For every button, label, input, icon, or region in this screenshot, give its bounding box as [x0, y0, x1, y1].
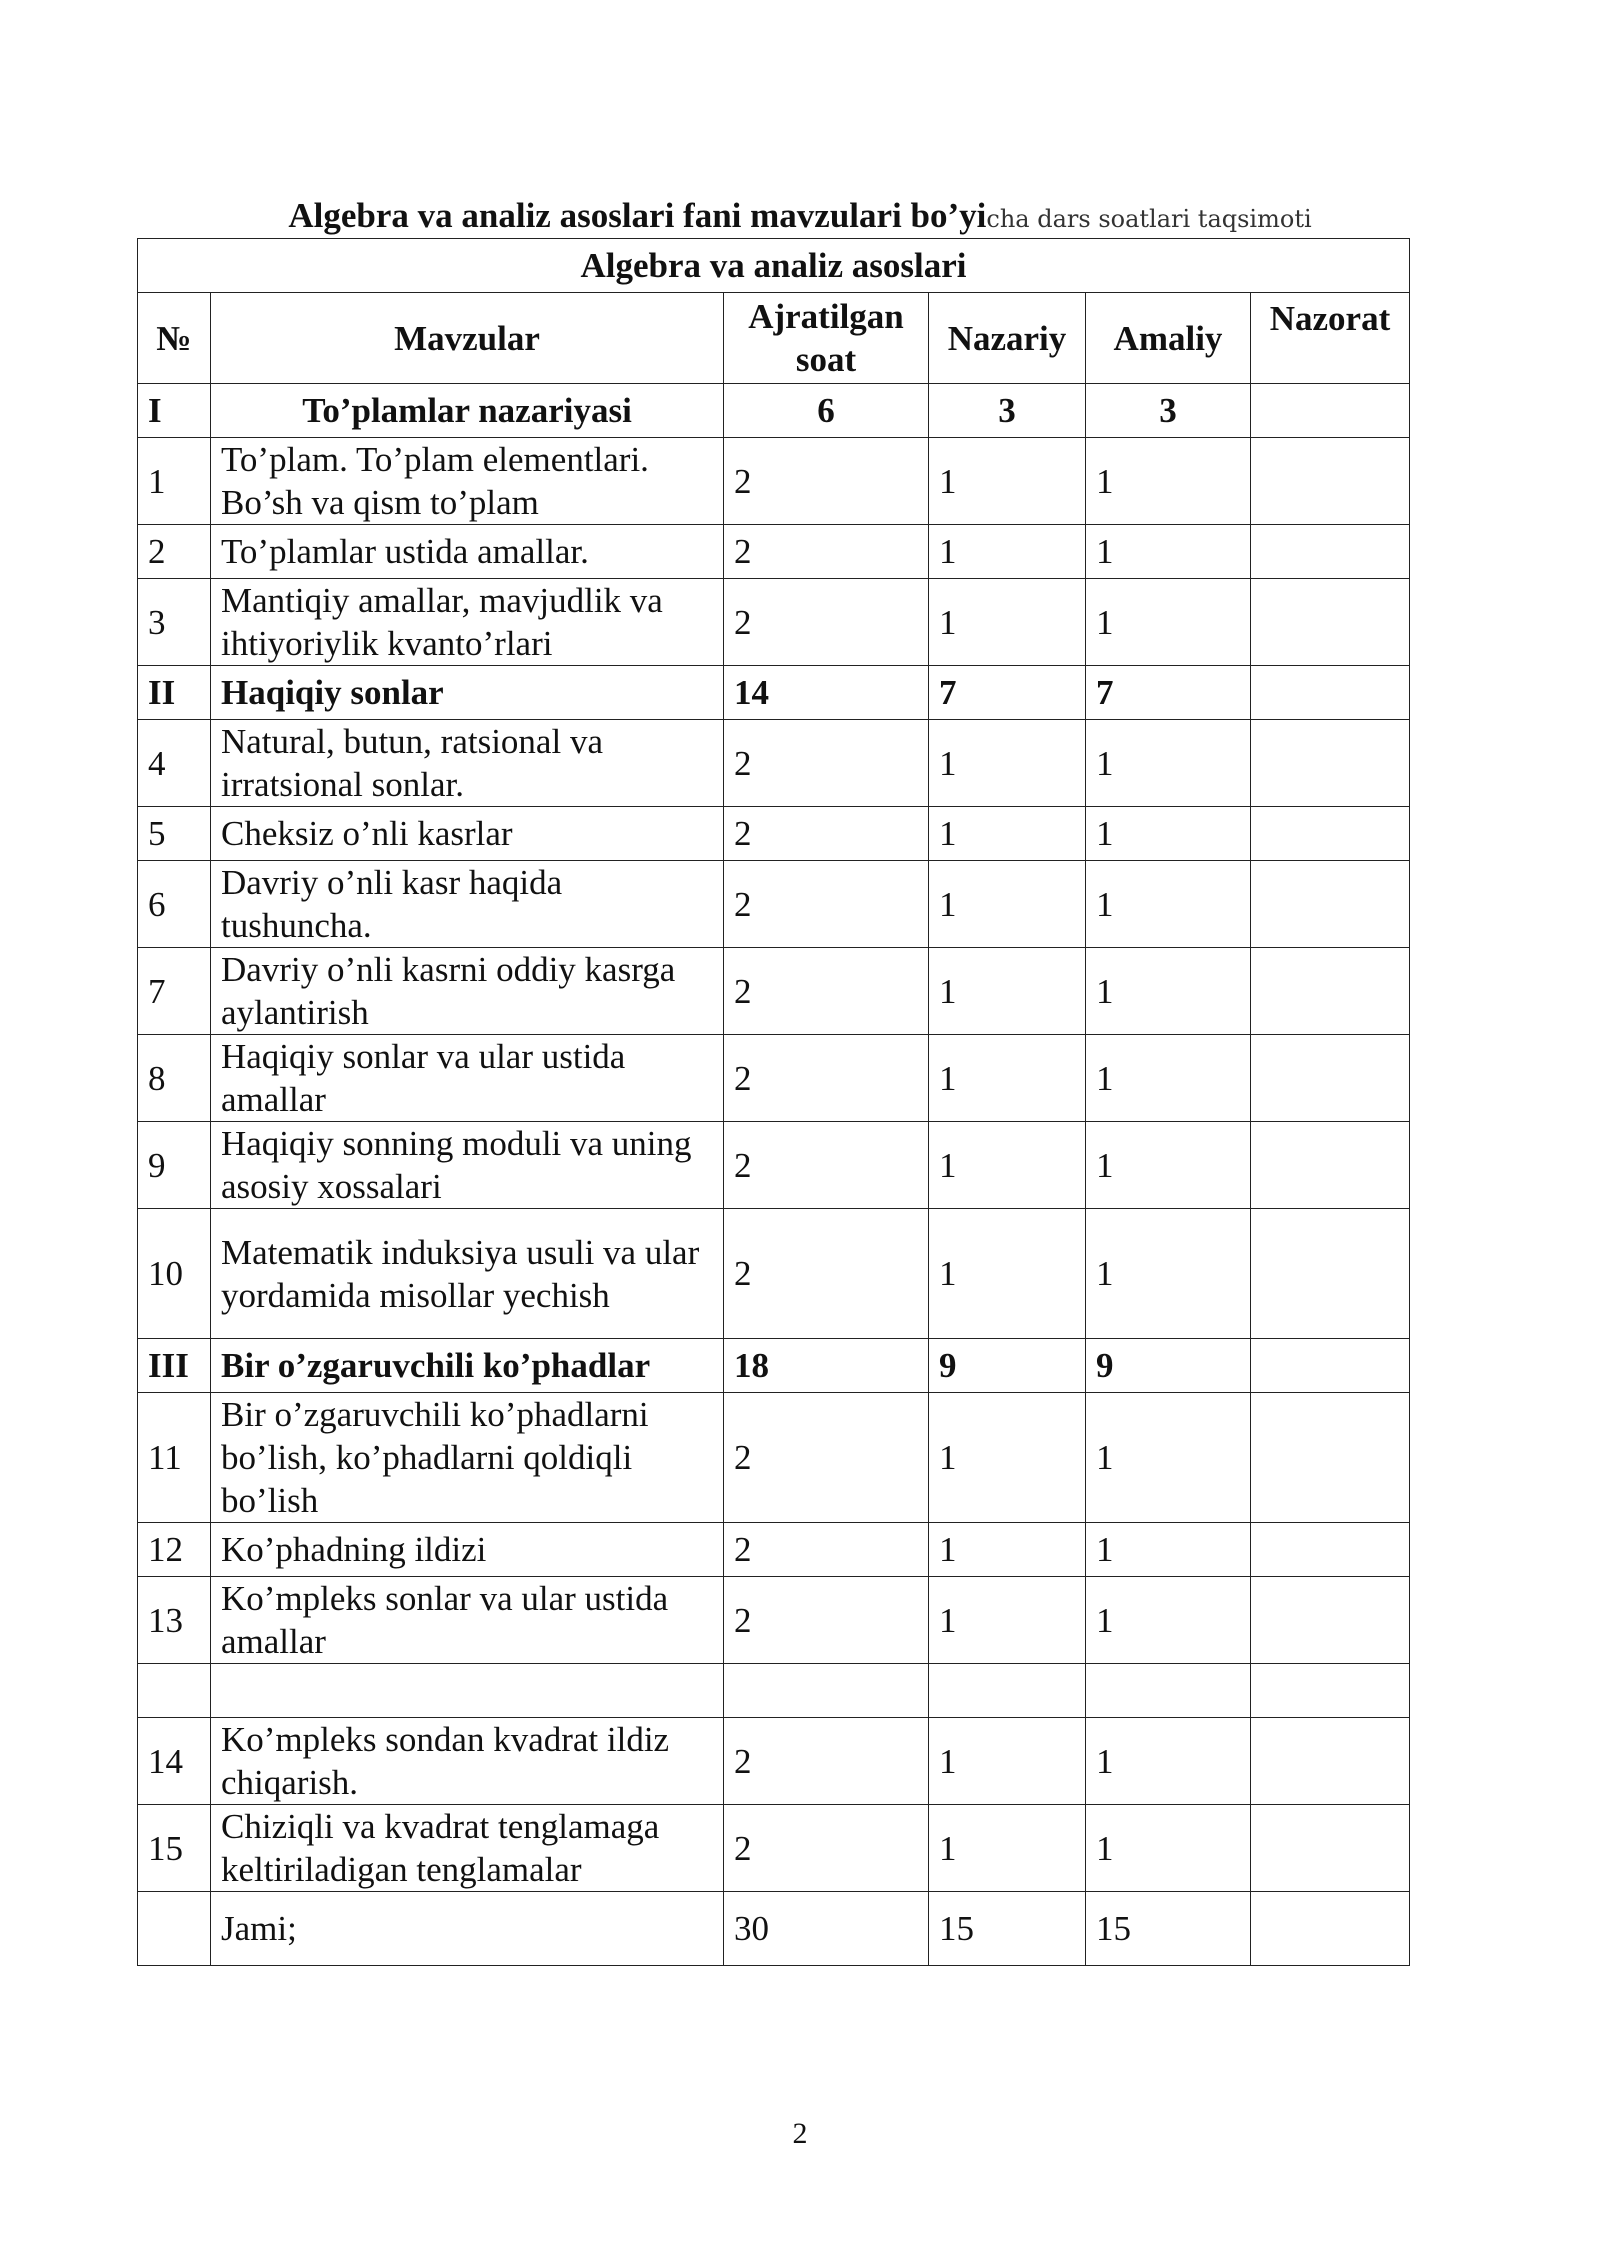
table-row [138, 1805, 1410, 1892]
cell-allocated-hours: 2 [724, 948, 929, 1035]
cell-number: III [138, 1339, 211, 1393]
cell-practice: 1 [1086, 807, 1251, 861]
cell-theory: 7 [929, 666, 1086, 720]
hours-distribution-table [137, 238, 1410, 1966]
cell-control [1251, 666, 1410, 720]
cell-control [1251, 720, 1410, 807]
document-title-main: Algebra va analiz asoslari fani mavzulari bo’yi [288, 196, 987, 235]
table-caption: Algebra va analiz asoslari [138, 239, 1410, 293]
cell-allocated-hours [724, 1664, 929, 1718]
cell-number: 8 [138, 1035, 211, 1122]
cell-practice: 1 [1086, 525, 1251, 579]
cell-number: 1 [138, 438, 211, 525]
cell-number: 12 [138, 1523, 211, 1577]
cell-topic: Ko’mpleks sonlar va ular ustida amallar [211, 1577, 724, 1664]
cell-allocated-hours: 2 [724, 1577, 929, 1664]
cell-control [1251, 525, 1410, 579]
cell-practice: 1 [1086, 861, 1251, 948]
cell-topic: Ko’mpleks sondan kvadrat ildiz chiqarish. [211, 1718, 724, 1805]
cell-topic [211, 1664, 724, 1718]
cell-allocated-hours: 6 [724, 384, 929, 438]
cell-theory: 1 [929, 1523, 1086, 1577]
table-row [138, 1892, 1410, 1966]
cell-topic: Cheksiz o’nli kasrlar [211, 807, 724, 861]
header-control: Nazorat [1251, 293, 1410, 384]
cell-theory: 1 [929, 525, 1086, 579]
cell-number: 5 [138, 807, 211, 861]
cell-control [1251, 861, 1410, 948]
cell-topic: Jami; [211, 1892, 724, 1966]
cell-allocated-hours: 14 [724, 666, 929, 720]
cell-theory: 3 [929, 384, 1086, 438]
table-row [138, 1035, 1410, 1122]
cell-control [1251, 438, 1410, 525]
cell-number: 15 [138, 1805, 211, 1892]
cell-theory: 1 [929, 1805, 1086, 1892]
cell-practice: 1 [1086, 1805, 1251, 1892]
cell-practice: 3 [1086, 384, 1251, 438]
cell-theory: 1 [929, 948, 1086, 1035]
cell-topic: Bir o’zgaruvchili ko’phadlar [211, 1339, 724, 1393]
cell-allocated-hours: 30 [724, 1892, 929, 1966]
cell-theory: 9 [929, 1339, 1086, 1393]
cell-topic: To’plamlar nazariyasi [211, 384, 724, 438]
cell-theory: 1 [929, 438, 1086, 525]
cell-practice: 1 [1086, 1393, 1251, 1523]
cell-number: 14 [138, 1718, 211, 1805]
cell-allocated-hours: 2 [724, 1209, 929, 1339]
cell-number: II [138, 666, 211, 720]
table-row [138, 1664, 1410, 1718]
cell-topic: Ko’phadning ildizi [211, 1523, 724, 1577]
cell-allocated-hours: 2 [724, 720, 929, 807]
cell-control [1251, 1664, 1410, 1718]
cell-practice [1086, 1664, 1251, 1718]
cell-control [1251, 1339, 1410, 1393]
cell-practice: 15 [1086, 1892, 1251, 1966]
cell-topic: Matematik induksiya usuli va ular yordamida misollar yechish [211, 1209, 724, 1339]
cell-allocated-hours: 2 [724, 579, 929, 666]
table-row [138, 666, 1410, 720]
cell-practice: 1 [1086, 720, 1251, 807]
cell-topic: Bir o’zgaruvchili ko’phadlarni bo’lish, ko’phadlarni qoldiqli bo’lish [211, 1393, 724, 1523]
cell-control [1251, 384, 1410, 438]
cell-theory: 1 [929, 1209, 1086, 1339]
cell-practice: 7 [1086, 666, 1251, 720]
cell-control [1251, 1523, 1410, 1577]
cell-allocated-hours: 2 [724, 438, 929, 525]
cell-topic: To’plamlar ustida amallar. [211, 525, 724, 579]
header-theory: Nazariy [929, 293, 1086, 384]
cell-allocated-hours: 2 [724, 1805, 929, 1892]
cell-control [1251, 579, 1410, 666]
page-number: 2 [792, 2117, 808, 2150]
cell-control [1251, 1035, 1410, 1122]
cell-control [1251, 1892, 1410, 1966]
table-row [138, 1122, 1410, 1209]
cell-practice: 1 [1086, 579, 1251, 666]
cell-topic: Haqiqiy sonlar va ular ustida amallar [211, 1035, 724, 1122]
cell-number: 7 [138, 948, 211, 1035]
header-topics: Mavzular [211, 293, 724, 384]
cell-topic: Haqiqiy sonning moduli va uning asosiy xossalari [211, 1122, 724, 1209]
header-allocated-hours: Ajratilgan soat [724, 293, 929, 384]
table-row [138, 1718, 1410, 1805]
cell-topic: To’plam. To’plam elementlari. Bo’sh va qism to’plam [211, 438, 724, 525]
cell-practice: 1 [1086, 1718, 1251, 1805]
cell-number: 11 [138, 1393, 211, 1523]
cell-topic: Davriy o’nli kasr haqida tushuncha. [211, 861, 724, 948]
cell-theory: 1 [929, 720, 1086, 807]
cell-theory: 1 [929, 1035, 1086, 1122]
table-row [138, 1209, 1410, 1339]
cell-number: 13 [138, 1577, 211, 1664]
cell-number [138, 1664, 211, 1718]
table-row [138, 861, 1410, 948]
table-row [138, 1393, 1410, 1523]
table-row [138, 948, 1410, 1035]
cell-control [1251, 1393, 1410, 1523]
cell-number: 6 [138, 861, 211, 948]
cell-topic: Haqiqiy sonlar [211, 666, 724, 720]
table-row [138, 1577, 1410, 1664]
cell-theory: 1 [929, 807, 1086, 861]
cell-topic: Natural, butun, ratsional va irratsional sonlar. [211, 720, 724, 807]
table-row [138, 1339, 1410, 1393]
cell-allocated-hours: 2 [724, 1393, 929, 1523]
cell-control [1251, 807, 1410, 861]
table-row [138, 720, 1410, 807]
cell-topic: Chiziqli va kvadrat tenglamaga keltiriladigan tenglamalar [211, 1805, 724, 1892]
cell-topic: Davriy o’nli kasrni oddiy kasrga aylantirish [211, 948, 724, 1035]
cell-control [1251, 1805, 1410, 1892]
table-row [138, 438, 1410, 525]
cell-control [1251, 1577, 1410, 1664]
cell-number: 4 [138, 720, 211, 807]
table-row [138, 384, 1410, 438]
cell-theory: 1 [929, 861, 1086, 948]
cell-control [1251, 948, 1410, 1035]
cell-practice: 9 [1086, 1339, 1251, 1393]
cell-control [1251, 1209, 1410, 1339]
cell-control [1251, 1718, 1410, 1805]
cell-control [1251, 1122, 1410, 1209]
table-row [138, 1523, 1410, 1577]
table-header-row [138, 293, 1410, 384]
table-row [138, 579, 1410, 666]
cell-number: 3 [138, 579, 211, 666]
cell-practice: 1 [1086, 1209, 1251, 1339]
cell-theory: 1 [929, 1577, 1086, 1664]
cell-theory: 1 [929, 1393, 1086, 1523]
cell-number: 2 [138, 525, 211, 579]
cell-number: I [138, 384, 211, 438]
cell-number [138, 1892, 211, 1966]
cell-allocated-hours: 18 [724, 1339, 929, 1393]
cell-allocated-hours: 2 [724, 1035, 929, 1122]
cell-practice: 1 [1086, 1523, 1251, 1577]
cell-practice: 1 [1086, 438, 1251, 525]
document-title [0, 196, 1600, 236]
cell-number: 9 [138, 1122, 211, 1209]
header-practice: Amaliy [1086, 293, 1251, 384]
cell-allocated-hours: 2 [724, 1122, 929, 1209]
cell-allocated-hours: 2 [724, 525, 929, 579]
cell-allocated-hours: 2 [724, 1523, 929, 1577]
cell-practice: 1 [1086, 1577, 1251, 1664]
cell-allocated-hours: 2 [724, 1718, 929, 1805]
document-title-tail: cha dars soatlari taqsimoti [986, 205, 1312, 233]
cell-allocated-hours: 2 [724, 861, 929, 948]
table-body [138, 384, 1410, 1966]
cell-practice: 1 [1086, 948, 1251, 1035]
table-caption-row [138, 239, 1410, 293]
cell-theory [929, 1664, 1086, 1718]
header-number: № [138, 293, 211, 384]
table-row [138, 525, 1410, 579]
cell-practice: 1 [1086, 1035, 1251, 1122]
cell-theory: 15 [929, 1892, 1086, 1966]
cell-theory: 1 [929, 579, 1086, 666]
cell-number: 10 [138, 1209, 211, 1339]
cell-theory: 1 [929, 1122, 1086, 1209]
cell-allocated-hours: 2 [724, 807, 929, 861]
table-row [138, 807, 1410, 861]
cell-practice: 1 [1086, 1122, 1251, 1209]
cell-theory: 1 [929, 1718, 1086, 1805]
cell-topic: Mantiqiy amallar, mavjudlik va ihtiyoriylik kvanto’rlari [211, 579, 724, 666]
